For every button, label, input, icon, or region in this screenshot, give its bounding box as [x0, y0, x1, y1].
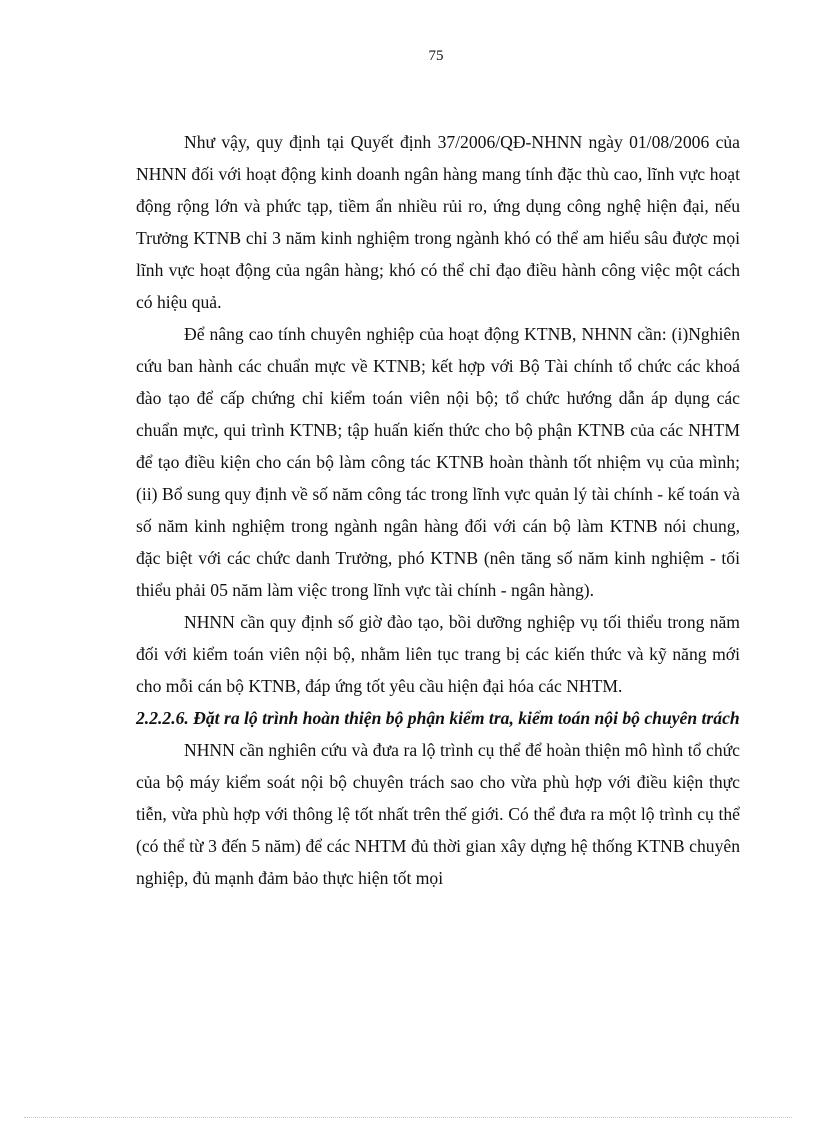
page-bottom-divider	[24, 1117, 792, 1118]
paragraph-training-hours: NHNN cần quy định số giờ đào tạo, bồi dưỡng nghiệp vụ tối thiểu trong năm đối với kiểm toán viên nội bộ, nhằm liên tục trang bị các kiến thức và kỹ năng mới cho mỗi cán bộ KTNB, đáp ứng tốt yêu cầu hiện đại hóa các NHTM.	[136, 612, 740, 696]
paragraph-professionalism: Để nâng cao tính chuyên nghiệp của hoạt động KTNB, NHNN cần: (i)Nghiên cứu ban hành các chuẩn mực về KTNB; kết hợp với Bộ Tài chính tổ chức các khoá đào tạo để cấp chứng chỉ kiểm toán viên nội bộ; tổ chức hướng dẫn áp dụng các chuẩn mực, qui trình KTNB; tập huấn kiến thức cho bộ phận KTNB của các NHTM để tạo điều kiện cho cán bộ làm công tác KTNB hoàn thành tốt nhiệm vụ của mình; (ii) Bổ sung quy định về số năm công tác trong lĩnh vực quản lý tài chính - kế toán và số năm kinh nghiệm trong ngành ngân hàng đối với cán bộ làm KTNB nói chung, đặc biệt với các chức danh Trưởng, phó KTNB (nên tăng số năm kinh nghiệm - tối thiểu phải 05 năm làm việc trong lĩnh vực tài chính - ngân hàng).	[136, 324, 740, 600]
paragraph-roadmap: NHNN cần nghiên cứu và đưa ra lộ trình cụ thể để hoàn thiện mô hình tổ chức của bộ máy kiểm soát nội bộ chuyên trách sao cho vừa phù hợp với điều kiện thực tiễn, vừa phù hợp với thông lệ tốt nhất trên thế giới. Có thể đưa ra một lộ trình cụ thể (có thể từ 3 đến 5 năm) để các NHTM đủ thời gian xây dựng hệ thống KTNB chuyên nghiệp, đủ mạnh đảm bảo thực hiện tốt mọi	[136, 740, 740, 888]
page-number: 75	[428, 48, 444, 64]
paragraph-regulation-review: Như vậy, quy định tại Quyết định 37/2006/QĐ-NHNN ngày 01/08/2006 của NHNN đối với hoạt động kinh doanh ngân hàng mang tính đặc thù cao, lĩnh vực hoạt động rộng lớn và phức tạp, tiềm ẩn nhiều rủi ro, ứng dụng công nghệ hiện đại, nếu Trưởng KTNB chỉ 3 năm kinh nghiệm trong ngành khó có thể am hiểu sâu được mọi lĩnh vực hoạt động của ngân hàng; khó có thể chỉ đạo điều hành công việc một cách có hiệu quả.	[136, 132, 740, 312]
section-heading: 2.2.2.6. Đặt ra lộ trình hoàn thiện bộ phận kiểm tra, kiểm toán nội bộ chuyên trách	[136, 708, 740, 728]
document-body	[136, 126, 740, 894]
